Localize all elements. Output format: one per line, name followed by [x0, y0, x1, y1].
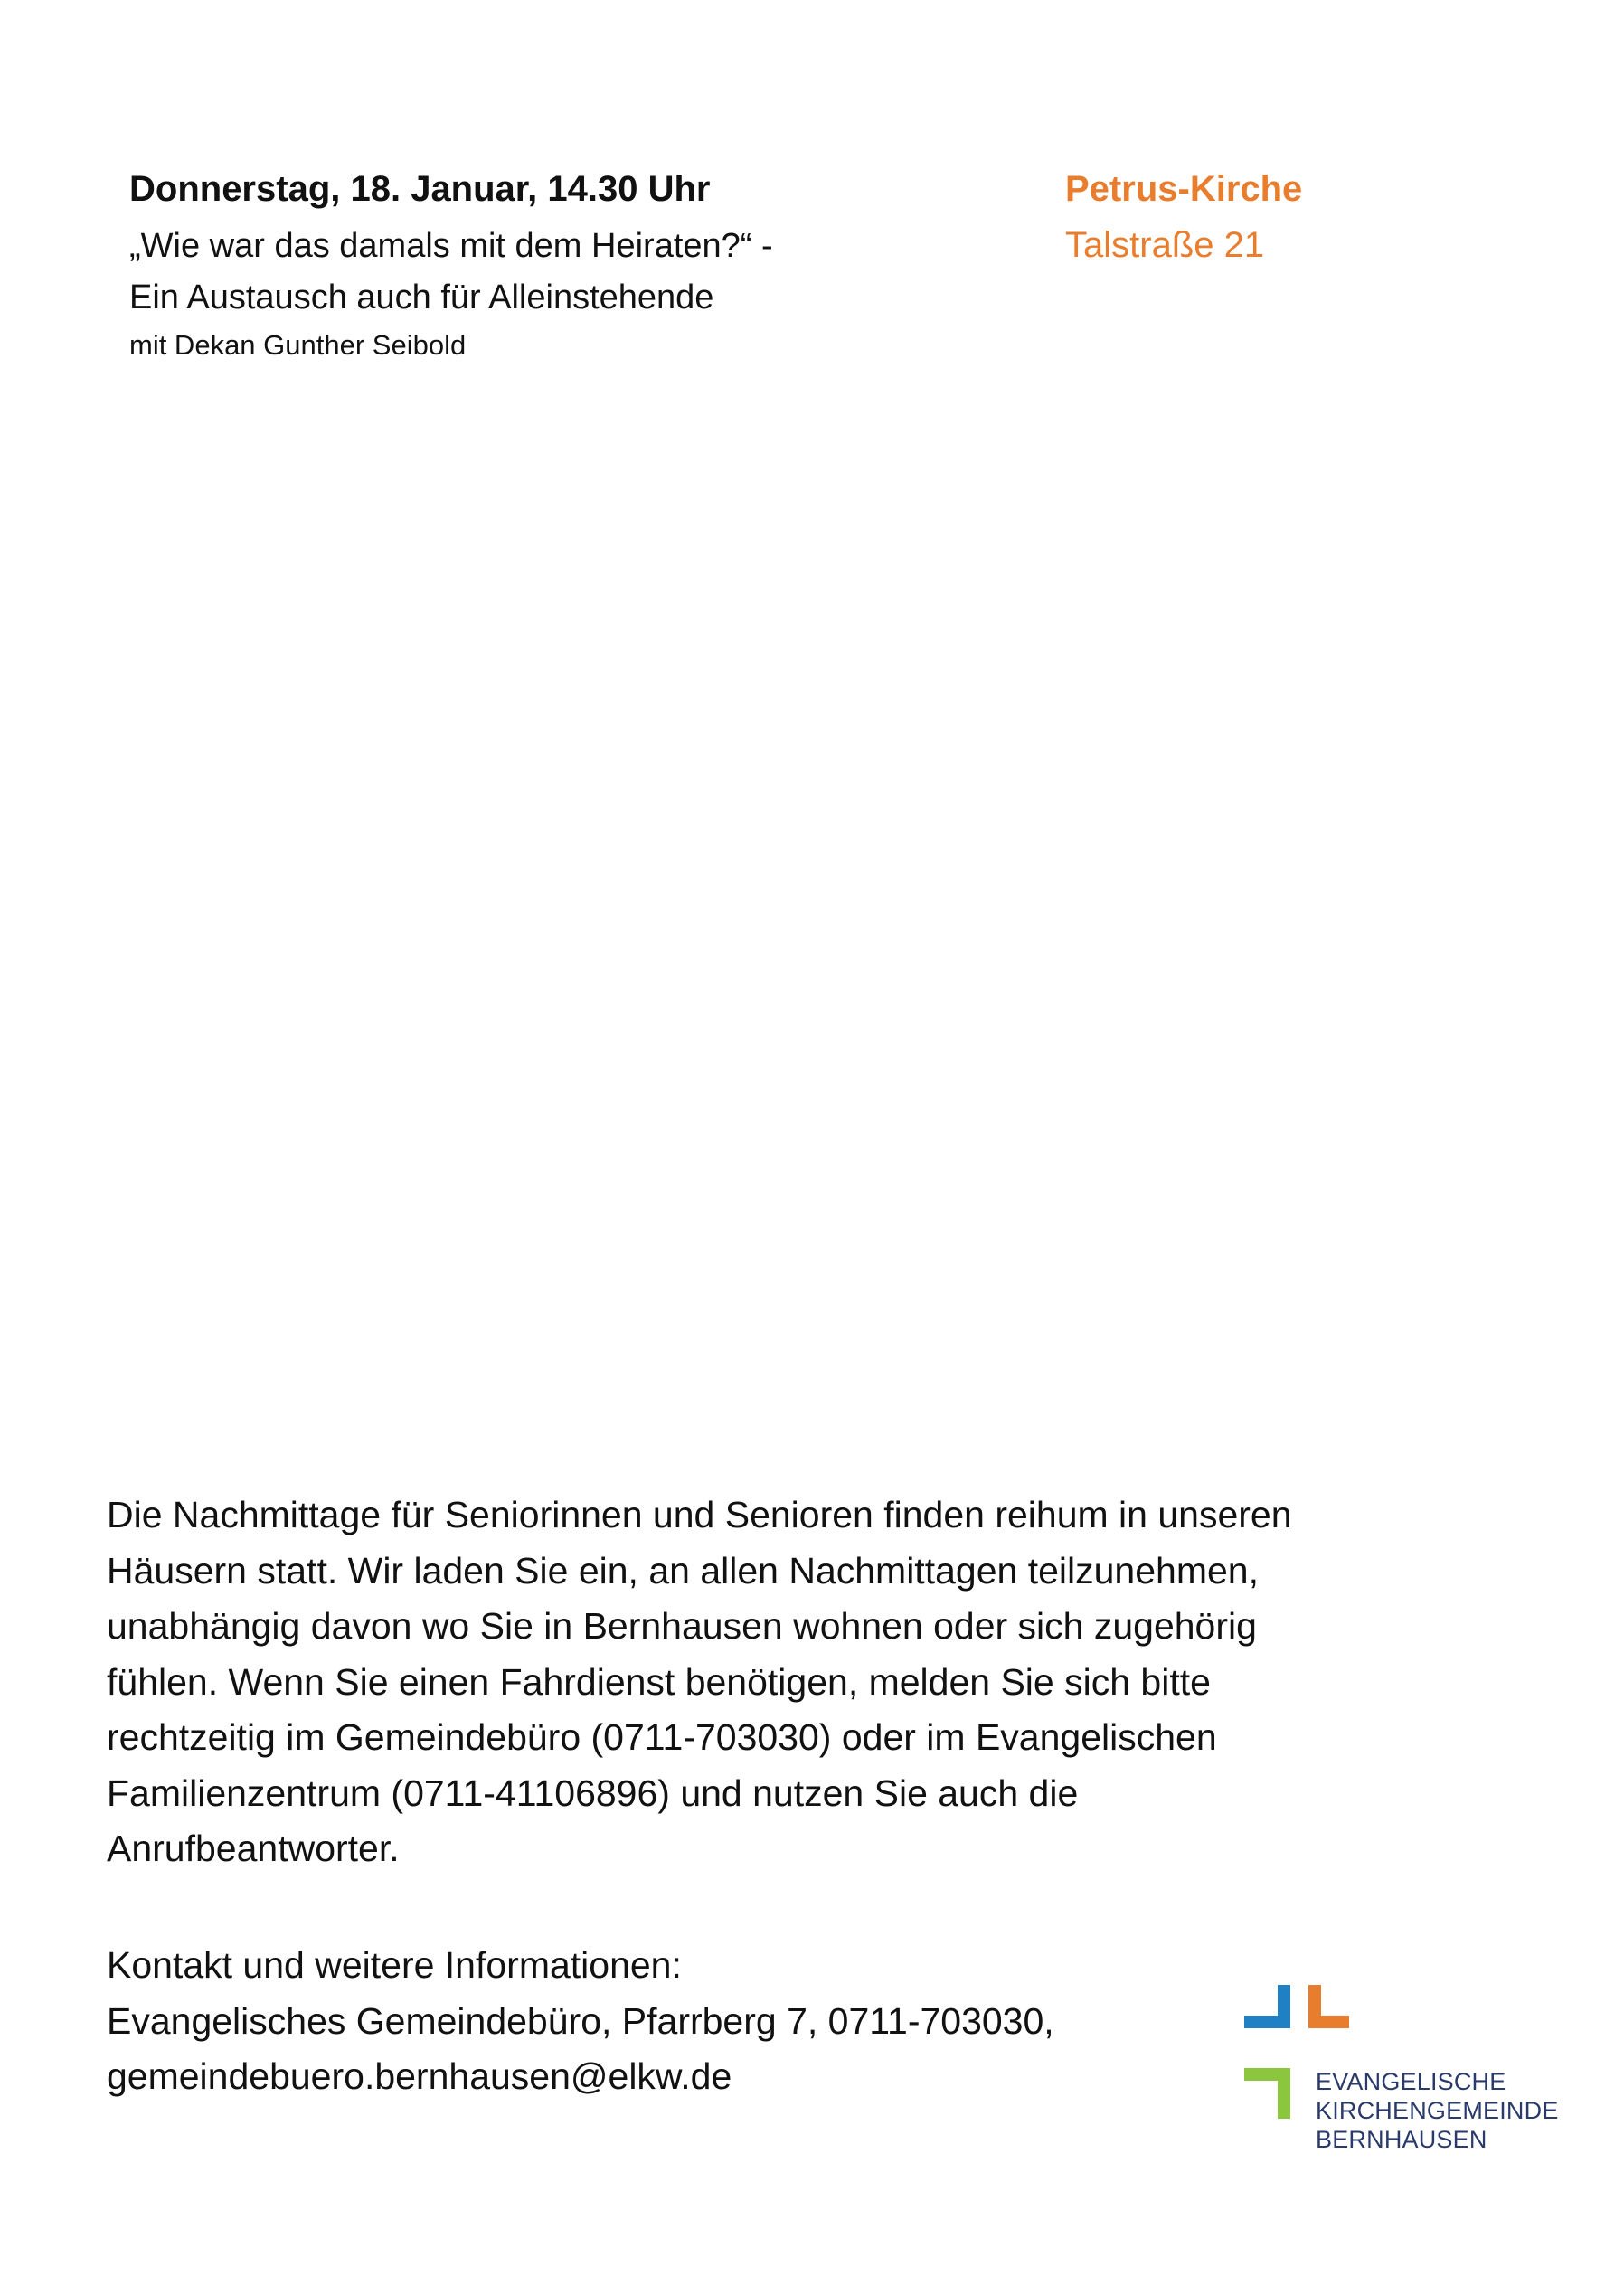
contact-office: Evangelisches Gemeindebüro, Pfarrberg 7, 0711-703030, [107, 1999, 1054, 2042]
venue-address: Talstraße 21 [1065, 225, 1265, 265]
event-speaker: mit Dekan Gunther Seibold [129, 329, 467, 361]
event-block [129, 165, 943, 367]
contact-email-link[interactable]: gemeindebuero.bernhausen@elkw.de [107, 2055, 732, 2097]
cross-logo-icon [1241, 1985, 1313, 2126]
info-line: Anrufbeantworter. [107, 1828, 400, 1869]
cross-logo-orange-icon [1308, 1985, 1390, 2039]
contact-heading: Kontakt und weitere Informationen: [107, 1944, 682, 1986]
info-line: unabhängig davon wo Sie in Bernhausen wohnen oder sich zugehörig [107, 1605, 1257, 1647]
event-title-line-1: „Wie war das damals mit dem Heiraten?“ - [129, 227, 773, 265]
church-logo [1241, 1985, 1566, 2166]
venue-block [1065, 165, 1572, 269]
event-date: Donnerstag, 18. Januar, 14.30 Uhr [129, 169, 711, 209]
contact-block [107, 1938, 1228, 2105]
event-title-line-2: Ein Austausch auch für Alleinstehende [129, 279, 714, 316]
info-line: rechtzeitig im Gemeindebüro (0711-703030) oder im Evangelischen [107, 1716, 1217, 1758]
logo-green-vertical [1278, 2068, 1290, 2119]
logo-text-line-3: BERNHAUSEN [1316, 2126, 1487, 2153]
info-line: fühlen. Wenn Sie einen Fahrdienst benötigen, melden Sie sich bitte [107, 1660, 1211, 1703]
info-line: Die Nachmittage für Seniorinnen und Senioren finden reihum in unseren [107, 1494, 1292, 1535]
info-paragraph [107, 1488, 1499, 1877]
logo-blue-horizontal [1244, 2016, 1290, 2028]
logo-wordmark [1316, 2067, 1559, 2154]
info-line: Häusern statt. Wir laden Sie ein, an allen Nachmittagen teilzunehmen, [107, 1549, 1259, 1592]
info-line: Familienzentrum (0711-41106896) und nutzen Sie auch die [107, 1771, 1079, 1814]
venue-name: Petrus-Kirche [1065, 169, 1303, 209]
logo-orange-horizontal [1308, 2016, 1349, 2028]
logo-text-line-1: EVANGELISCHE [1316, 2068, 1506, 2095]
logo-text-line-2: KIRCHENGEMEINDE [1316, 2097, 1559, 2124]
